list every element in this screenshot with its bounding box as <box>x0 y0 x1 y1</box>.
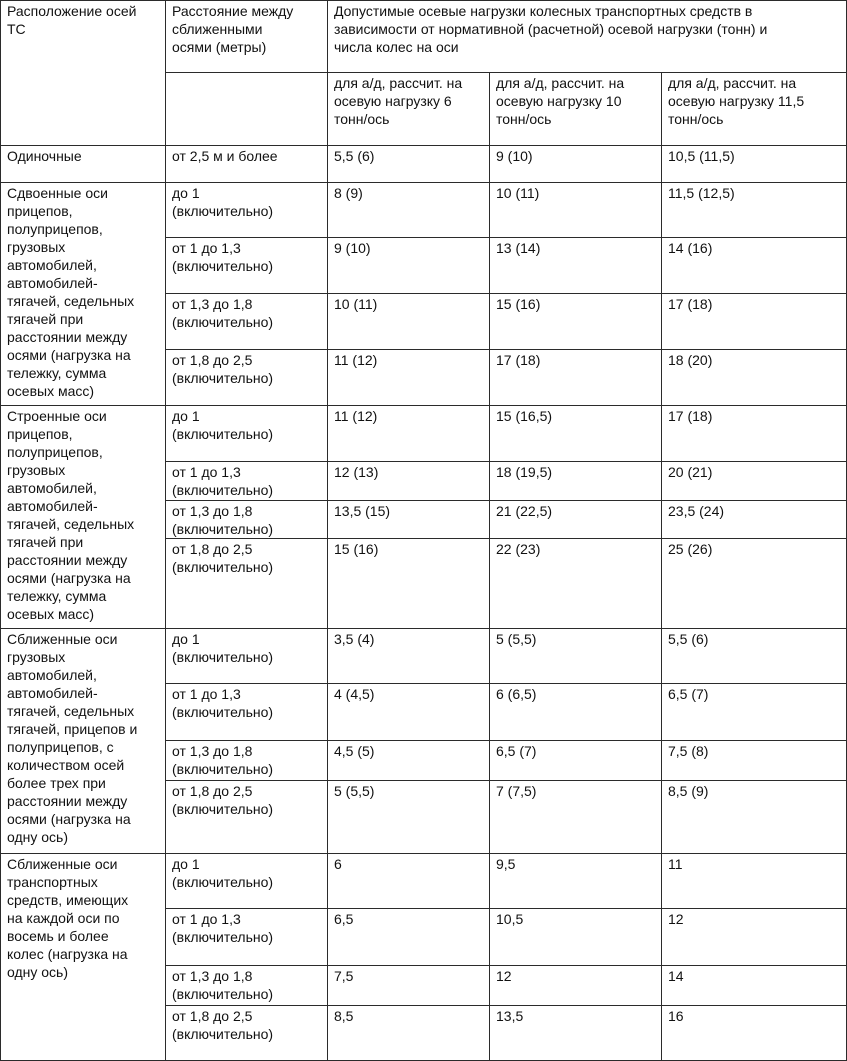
distance-cell: от 1,8 до 2,5 (включительно) <box>166 539 328 629</box>
distance-cell: от 1,8 до 2,5 (включительно) <box>166 781 328 854</box>
load-10t-cell: 9 (10) <box>490 146 662 183</box>
distance-cell: от 1 до 1,3 (включительно) <box>166 238 328 294</box>
distance-cell: до 1 (включительно) <box>166 183 328 238</box>
axes-arrangement-cell: Одиночные <box>1 146 166 183</box>
distance-cell: от 1 до 1,3 (включительно) <box>166 684 328 741</box>
load-10t-cell: 18 (19,5) <box>490 462 662 501</box>
load-10t-cell: 22 (23) <box>490 539 662 629</box>
load-6t-cell: 8,5 <box>328 1006 490 1061</box>
load-6t-cell: 15 (16) <box>328 539 490 629</box>
distance-cell: до 1 (включительно) <box>166 629 328 684</box>
distance-cell: от 1,3 до 1,8 (включительно) <box>166 501 328 539</box>
load-11-5t-cell: 17 (18) <box>662 294 847 350</box>
load-11-5t-cell: 25 (26) <box>662 539 847 629</box>
load-6t-cell: 12 (13) <box>328 462 490 501</box>
load-10t-cell: 21 (22,5) <box>490 501 662 539</box>
load-11-5t-cell: 16 <box>662 1006 847 1061</box>
load-6t-cell: 11 (12) <box>328 406 490 462</box>
load-10t-cell: 6 (6,5) <box>490 684 662 741</box>
axes-arrangement-cell: Сближенные оси транспортных средств, имеющих на каждой оси по восемь и более колес (нагрузка на одну ось) <box>1 854 166 1061</box>
load-10t-cell: 10,5 <box>490 909 662 966</box>
load-11-5t-cell: 10,5 (11,5) <box>662 146 847 183</box>
load-6t-cell: 13,5 (15) <box>328 501 490 539</box>
distance-cell: от 1 до 1,3 (включительно) <box>166 462 328 501</box>
load-6t-cell: 11 (12) <box>328 350 490 406</box>
load-11-5t-cell: 12 <box>662 909 847 966</box>
subheader-road-10t: для а/д, рассчит. на осевую нагрузку 10 тонн/ось <box>490 73 662 146</box>
distance-cell: от 1,8 до 2,5 (включительно) <box>166 350 328 406</box>
load-10t-cell: 15 (16,5) <box>490 406 662 462</box>
load-6t-cell: 6 <box>328 854 490 909</box>
distance-cell: от 1,3 до 1,8 (включительно) <box>166 741 328 781</box>
load-11-5t-cell: 20 (21) <box>662 462 847 501</box>
load-6t-cell: 3,5 (4) <box>328 629 490 684</box>
load-6t-cell: 5 (5,5) <box>328 781 490 854</box>
subheader-road-6t: для а/д, рассчит. на осевую нагрузку 6 тонн/ось <box>328 73 490 146</box>
distance-cell: от 1,8 до 2,5 (включительно) <box>166 1006 328 1061</box>
header-permitted-axle-loads: Допустимые осевые нагрузки колесных транспортных средств в зависимости от нормативной (расчетной) осевой нагрузки (тонн) и числа колес на оси <box>328 1 847 73</box>
load-11-5t-cell: 18 (20) <box>662 350 847 406</box>
distance-cell: до 1 (включительно) <box>166 854 328 909</box>
header-axes-arrangement: Расположение осей ТС <box>1 1 166 146</box>
header-distance-between-axes: Расстояние между сближенными осями (метры) <box>166 1 328 73</box>
table-row <box>1 183 847 238</box>
distance-cell: от 1 до 1,3 (включительно) <box>166 909 328 966</box>
distance-cell: от 1,3 до 1,8 (включительно) <box>166 294 328 350</box>
load-11-5t-cell: 11,5 (12,5) <box>662 183 847 238</box>
load-6t-cell: 4,5 (5) <box>328 741 490 781</box>
load-11-5t-cell: 6,5 (7) <box>662 684 847 741</box>
load-10t-cell: 10 (11) <box>490 183 662 238</box>
distance-cell: от 2,5 м и более <box>166 146 328 183</box>
table-row <box>1 406 847 462</box>
load-10t-cell: 12 <box>490 966 662 1006</box>
header-row <box>1 1 847 73</box>
load-10t-cell: 6,5 (7) <box>490 741 662 781</box>
load-10t-cell: 17 (18) <box>490 350 662 406</box>
axes-arrangement-cell: Сдвоенные оси прицепов, полуприцепов, грузовых автомобилей, автомобилей- тягачей, седельных тягачей при расстоянии между осями (нагрузка на тележку, сумма осевых масс) <box>1 183 166 406</box>
load-10t-cell: 7 (7,5) <box>490 781 662 854</box>
load-11-5t-cell: 5,5 (6) <box>662 629 847 684</box>
load-6t-cell: 5,5 (6) <box>328 146 490 183</box>
subheader-empty-cell <box>166 73 328 146</box>
load-10t-cell: 5 (5,5) <box>490 629 662 684</box>
distance-cell: от 1,3 до 1,8 (включительно) <box>166 966 328 1006</box>
load-10t-cell: 9,5 <box>490 854 662 909</box>
subheader-road-11-5t: для а/д, рассчит. на осевую нагрузку 11,5 тонн/ось <box>662 73 847 146</box>
load-6t-cell: 10 (11) <box>328 294 490 350</box>
axes-arrangement-cell: Сближенные оси грузовых автомобилей, автомобилей- тягачей, седельных тягачей, прицепов и полуприцепов, с количеством осей более трех при расстоянии между осями (нагрузка на одну ось) <box>1 629 166 854</box>
table-row <box>1 629 847 684</box>
load-11-5t-cell: 7,5 (8) <box>662 741 847 781</box>
load-11-5t-cell: 14 (16) <box>662 238 847 294</box>
load-6t-cell: 4 (4,5) <box>328 684 490 741</box>
axes-arrangement-cell: Строенные оси прицепов, полуприцепов, грузовых автомобилей, автомобилей- тягачей, седельных тягачей при расстоянии между осями (нагрузка на тележку, сумма осевых масс) <box>1 406 166 629</box>
load-6t-cell: 6,5 <box>328 909 490 966</box>
load-11-5t-cell: 23,5 (24) <box>662 501 847 539</box>
load-11-5t-cell: 8,5 (9) <box>662 781 847 854</box>
load-10t-cell: 15 (16) <box>490 294 662 350</box>
load-11-5t-cell: 11 <box>662 854 847 909</box>
distance-cell: до 1 (включительно) <box>166 406 328 462</box>
load-10t-cell: 13,5 <box>490 1006 662 1061</box>
load-11-5t-cell: 17 (18) <box>662 406 847 462</box>
load-6t-cell: 7,5 <box>328 966 490 1006</box>
load-10t-cell: 13 (14) <box>490 238 662 294</box>
load-6t-cell: 8 (9) <box>328 183 490 238</box>
table-row <box>1 854 847 909</box>
load-11-5t-cell: 14 <box>662 966 847 1006</box>
load-6t-cell: 9 (10) <box>328 238 490 294</box>
table-row <box>1 146 847 183</box>
